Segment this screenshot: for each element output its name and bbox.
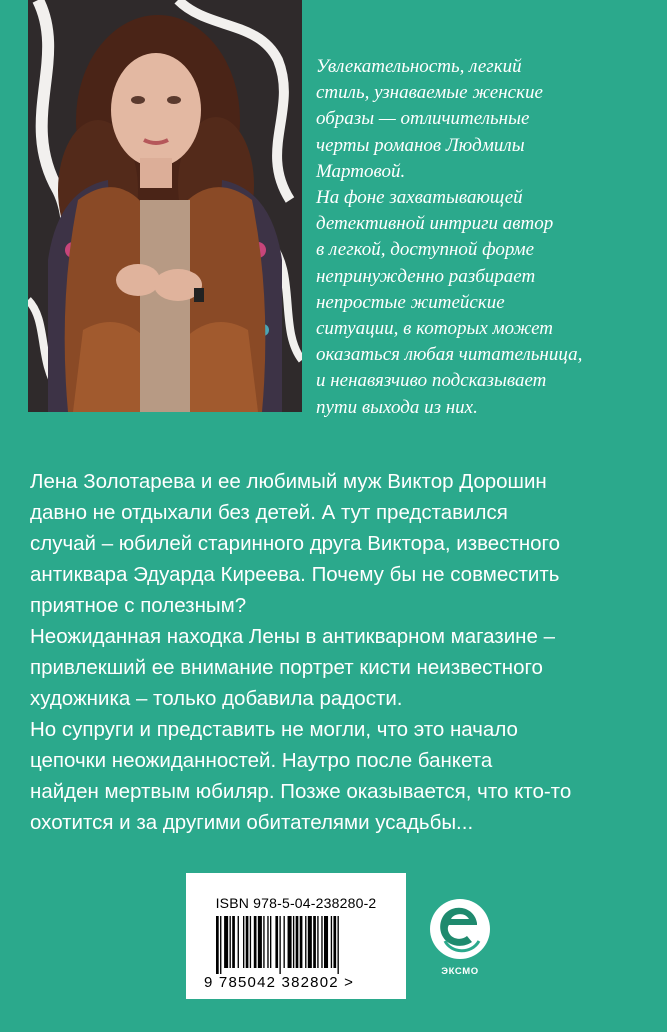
blurb-line: пути выхода из них. xyxy=(316,396,478,418)
annotation-line: художника – только добавила радости. xyxy=(30,687,403,710)
barcode-bars xyxy=(216,916,376,974)
author-blurb xyxy=(316,54,646,421)
blurb-line: и ненавязчиво подсказывает xyxy=(316,370,547,392)
blurb-line: ситуации, в которых может xyxy=(316,318,554,340)
annotation-line: цепочки неожиданностей. Наутро после банкета xyxy=(30,749,493,772)
barcode-digits: 9 785042 382802 > xyxy=(204,974,355,991)
eksmo-logo-icon xyxy=(425,893,495,965)
annotation-line: антиквара Эдуарда Киреева. Почему бы не совместить xyxy=(30,563,560,586)
annotation-line: Неожиданная находка Лены в антикварном магазине – xyxy=(30,625,555,648)
annotation-line: случай – юбилей старинного друга Виктора, известного xyxy=(30,532,560,555)
blurb-line: оказаться любая читательница, xyxy=(316,344,583,366)
blurb-line: в легкой, доступной форме xyxy=(316,239,535,261)
annotation-line: Лена Золотарева и ее любимый муж Виктор Дорошин xyxy=(30,470,547,493)
blurb-line: непростые житейские xyxy=(316,291,505,313)
annotation-line: давно не отдыхали без детей. А тут представился xyxy=(30,501,508,524)
blurb-line: детективной интриги автор xyxy=(316,213,554,235)
publisher-name: ЭКСМО xyxy=(441,966,479,977)
annotation-line: Но супруги и представить не могли, что это начало xyxy=(30,718,518,741)
isbn-label: ISBN 978-5-04-238280-2 xyxy=(215,895,377,911)
blurb-line: Мартовой. xyxy=(316,160,406,182)
blurb-line: черты романов Людмилы xyxy=(316,134,525,156)
annotation-line: охотится и за другими обитателями усадьбы... xyxy=(30,811,474,834)
publisher-logo xyxy=(425,893,495,983)
blurb-line: образы — отличительные xyxy=(316,108,530,130)
blurb-line: Увлекательность, легкий xyxy=(316,56,522,77)
annotation-line: приятное с полезным? xyxy=(30,594,247,617)
book-annotation xyxy=(30,466,650,838)
blurb-line: непринужденно разбирает xyxy=(316,265,536,287)
author-photo xyxy=(28,0,302,412)
annotation-line: найден мертвым юбиляр. Позже оказывается, что кто-то xyxy=(30,780,572,803)
blurb-line: На фоне захватывающей xyxy=(316,187,523,209)
annotation-line: привлекший ее внимание портрет кисти неизвестного xyxy=(30,656,543,679)
blurb-line: стиль, узнаваемые женские xyxy=(316,82,543,104)
isbn-barcode xyxy=(186,873,406,999)
